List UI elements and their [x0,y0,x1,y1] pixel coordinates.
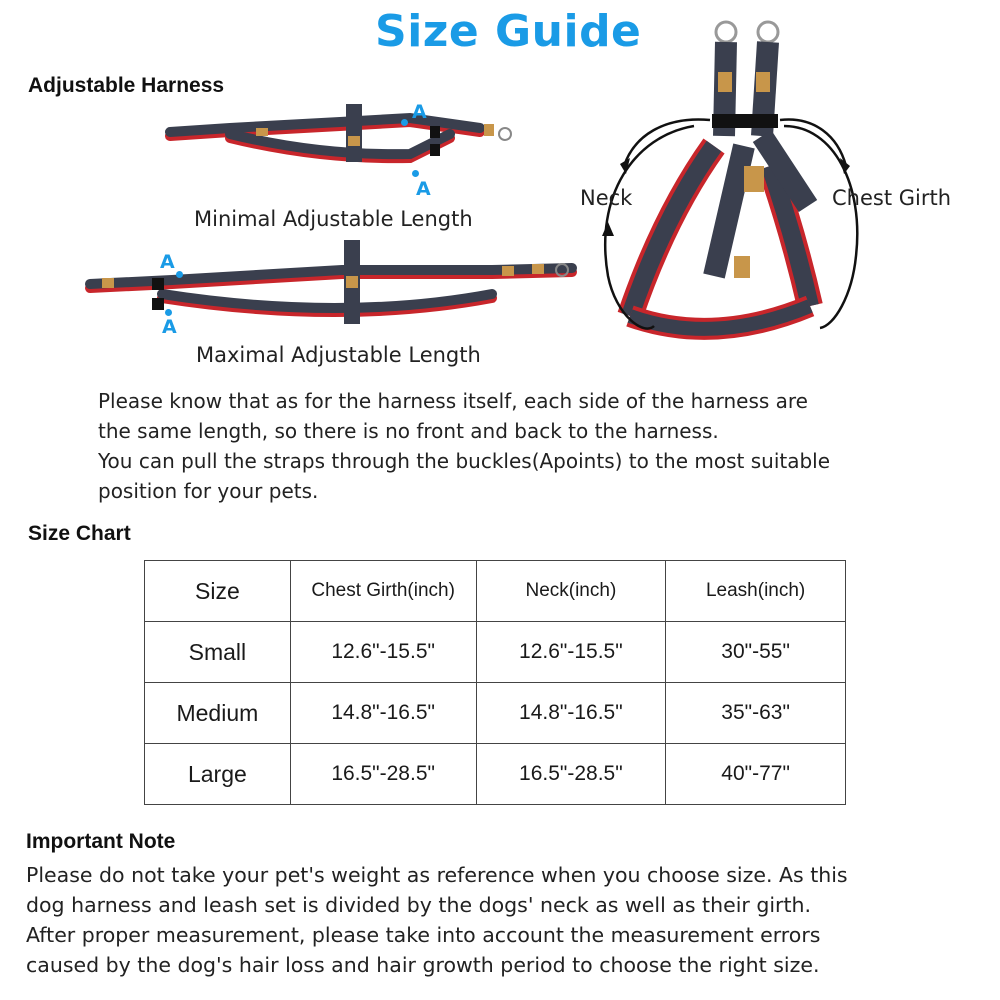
chest-girth-cell: 16.5"-28.5" [290,744,476,805]
chest-girth-label: Chest Girth [832,186,952,210]
leash-cell: 40"-77" [666,744,846,805]
buckle-marker-a: A [160,251,175,273]
table-header-row [145,561,846,622]
chest-girth-cell: 12.6"-15.5" [290,622,476,683]
size-cell: Medium [145,683,291,744]
harness-description [98,386,978,506]
minimal-harness-image [160,98,520,178]
column-header: Size [145,561,291,622]
maximal-harness-image [82,238,582,338]
page-title: Size Guide [375,6,642,57]
size-cell: Small [145,622,291,683]
size-chart-table [144,560,846,805]
table-row [145,683,846,744]
chest-girth-cell: 14.8"-16.5" [290,683,476,744]
buckle-point-dot [176,271,183,278]
column-header: Leash(inch) [666,561,846,622]
neck-cell: 12.6"-15.5" [476,622,666,683]
important-note-heading: Important Note [26,830,176,853]
important-note-text [26,860,986,980]
buckle-point-dot [412,170,419,177]
size-cell: Large [145,744,291,805]
buckle-point-dot [165,309,172,316]
neck-cell: 16.5"-28.5" [476,744,666,805]
note-line: After proper measurement, please take into account the measurement errors [26,923,821,947]
note-line: dog harness and leash set is divided by the dogs' neck as well as their girth. [26,893,812,917]
column-header: Neck(inch) [476,561,666,622]
description-line: the same length, so there is no front and back to the harness. [98,419,719,443]
column-header: Chest Girth(inch) [290,561,476,622]
description-line: You can pull the straps through the buckles(Apoints) to the most suitable [98,449,831,473]
table-row [145,744,846,805]
minimal-length-caption: Minimal Adjustable Length [194,207,473,231]
buckle-marker-a: A [412,101,427,123]
description-line: position for your pets. [98,479,319,503]
leash-cell: 30"-55" [666,622,846,683]
note-line: Please do not take your pet's weight as reference when you choose size. As this [26,863,848,887]
buckle-point-dot [401,119,408,126]
buckle-marker-a: A [416,178,431,200]
neck-cell: 14.8"-16.5" [476,683,666,744]
description-line: Please know that as for the harness itself, each side of the harness are [98,389,808,413]
note-line: caused by the dog's hair loss and hair growth period to choose the right size. [26,953,820,977]
maximal-length-caption: Maximal Adjustable Length [196,343,481,367]
leash-cell: 35"-63" [666,683,846,744]
neck-label: Neck [580,186,633,210]
size-chart-heading: Size Chart [28,522,131,545]
table-row [145,622,846,683]
buckle-marker-a: A [162,316,177,338]
adjustable-harness-heading: Adjustable Harness [28,74,225,97]
